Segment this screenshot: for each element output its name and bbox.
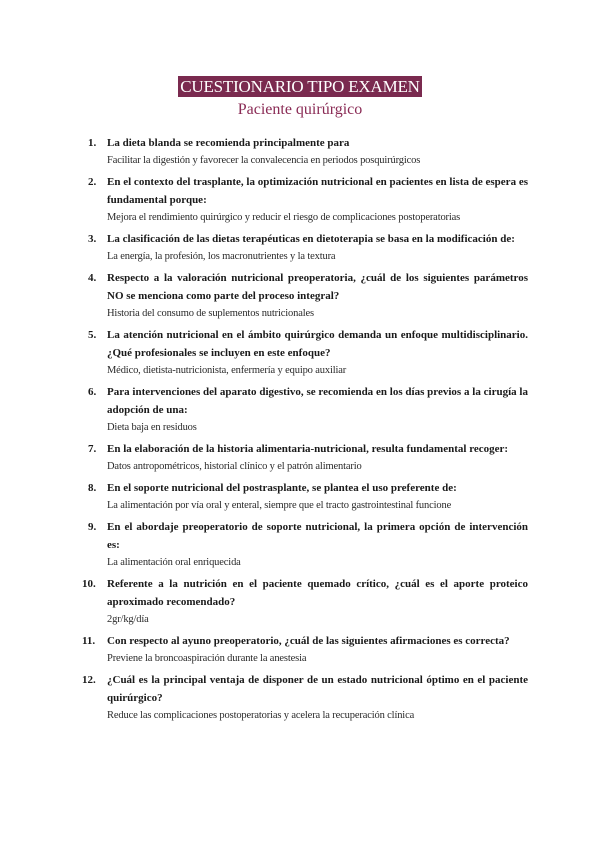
answer-text: Historia del consumo de suplementos nutricionales [107,308,314,319]
answer-text: La energía, la profesión, los macronutrientes y la textura [107,251,336,262]
page-title: CUESTIONARIO TIPO EXAMEN [180,77,420,96]
question-text: ¿Cuál es la principal ventaja de disponer de un estado nutricional óptimo en el paciente quirúrgico? [107,674,528,704]
question-text: La dieta blanda se recomienda principalmente para [107,137,350,149]
question-item [82,632,528,668]
question-text: En el abordaje preoperatorio de soporte nutricional, la primera opción de intervención es: [107,521,528,551]
question-item [88,269,528,323]
question-text: Para intervenciones del aparato digestivo, se recomienda en los días previos a la cirugía la adopción de una: [107,386,528,416]
question-number: 2. [88,176,97,188]
question-number: 8. [88,482,97,494]
question-text: Referente a la nutrición en el paciente quemado crítico, ¿cuál es el aporte proteico aproximado recomendado? [107,578,528,608]
question-item [88,479,528,515]
answer-text: Dieta baja en residuos [107,422,197,433]
question-text: En la elaboración de la historia alimentaria-nutricional, resulta fundamental recoger: [107,443,509,455]
answer-text: Datos antropométricos, historial clínico y el patrón alimentario [107,461,362,472]
question-item [88,134,528,170]
question-item [82,671,528,725]
question-list [82,134,528,728]
answer-text: Mejora el rendimiento quirúrgico y reducir el riesgo de complicaciones postoperatorias [107,212,461,223]
page-subtitle: Paciente quirúrgico [237,101,363,118]
question-item [88,518,528,572]
answer-text: La alimentación por vía oral y enteral, siempre que el tracto gastrointestinal funcione [107,500,452,511]
question-number: 5. [88,329,97,341]
answer-text: La alimentación oral enriquecida [107,557,241,568]
question-number: 11. [82,635,96,647]
answer-text: Previene la broncoaspiración durante la anestesia [107,653,307,664]
question-number: 6. [88,386,97,398]
question-item [88,230,528,266]
question-number: 10. [82,578,96,590]
question-text: Con respecto al ayuno preoperatorio, ¿cuál de las siguientes afirmaciones es correcta? [107,635,510,647]
question-text: En el contexto del trasplante, la optimización nutricional en pacientes en lista de espera es fundamental porque: [107,176,528,206]
answer-text: Facilitar la digestión y favorecer la convalecencia en periodos posquirúrgicos [107,155,421,166]
question-number: 7. [88,443,97,455]
question-item [82,575,528,629]
question-item [88,383,528,437]
question-text: La clasificación de las dietas terapéuticas en dietoterapia se basa en la modificación de: [107,233,515,245]
answer-text: Médico, dietista-nutricionista, enfermería y equipo auxiliar [107,365,347,376]
question-number: 9. [88,521,97,533]
question-number: 12. [82,674,96,686]
answer-text: Reduce las complicaciones postoperatorias y acelera la recuperación clínica [107,710,415,721]
question-item [88,440,528,476]
question-number: 3. [88,233,97,245]
question-item [88,326,528,380]
question-item [88,173,528,227]
question-text: La atención nutricional en el ámbito quirúrgico demanda un enfoque multidisciplinario. ¿Qué profesionales se incluyen en este enfoque? [107,329,528,359]
question-text: Respecto a la valoración nutricional preoperatoria, ¿cuál de los siguientes parámetros NO se menciona como parte del proceso integral? [107,272,528,302]
question-text: En el soporte nutricional del postrasplante, se plantea el uso preferente de: [107,482,457,494]
question-number: 4. [88,272,97,284]
header [0,76,600,120]
answer-text: 2gr/kg/día [107,614,149,625]
question-number: 1. [88,137,97,149]
